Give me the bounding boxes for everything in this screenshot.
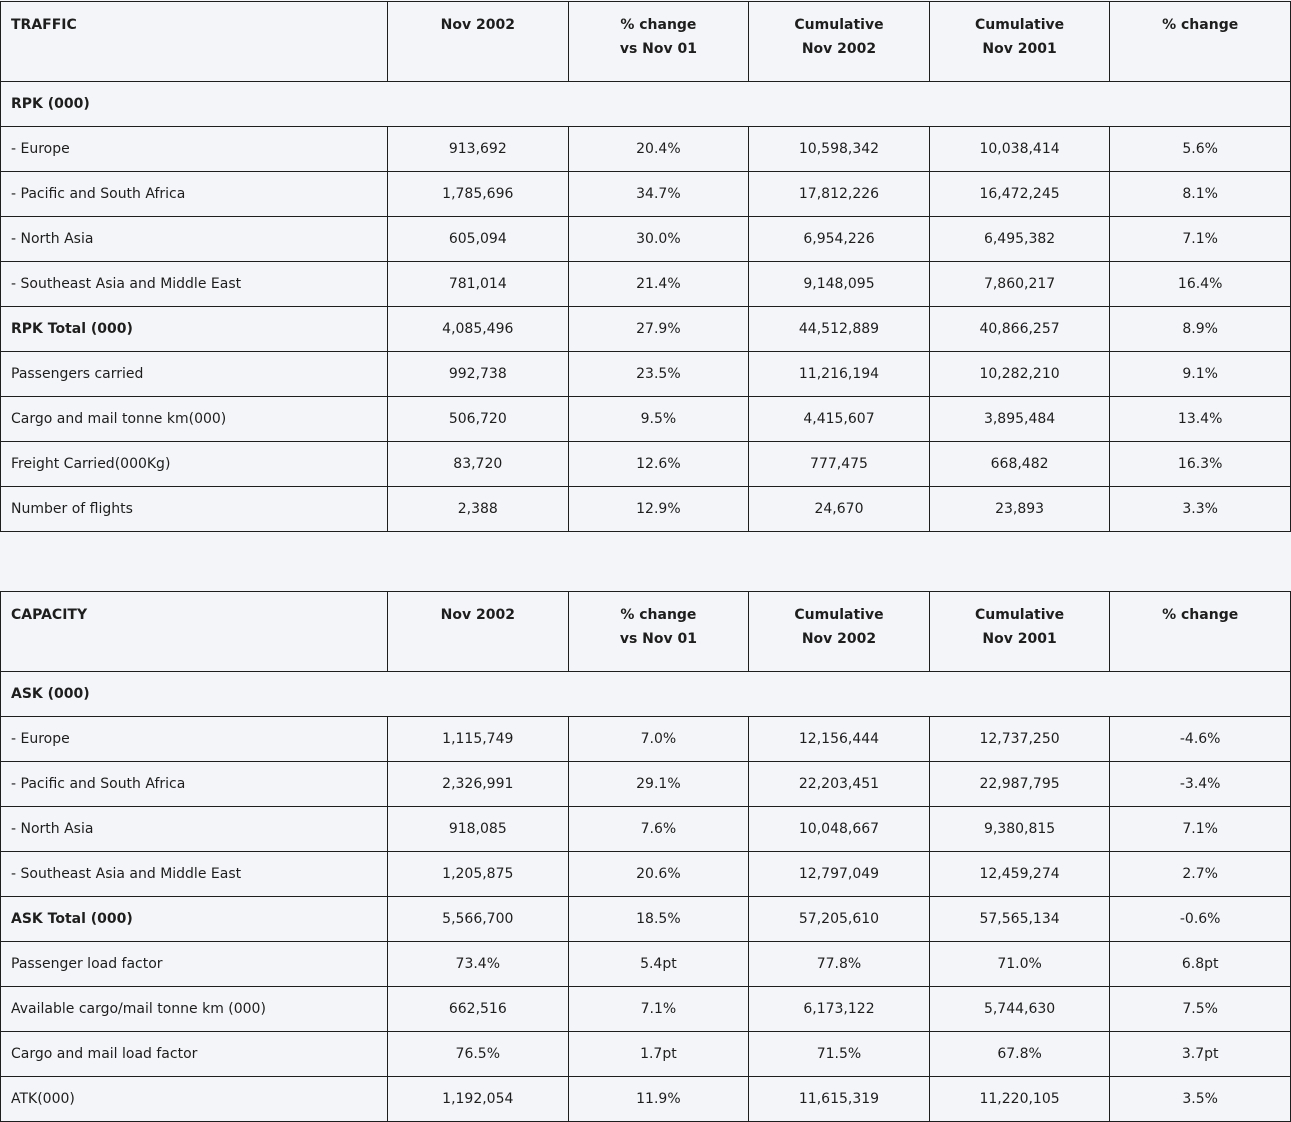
- cell-change-vs-nov-01: 7.1%: [568, 987, 749, 1032]
- table-row: [1, 987, 1291, 1032]
- cell-nov-2002: 605,094: [388, 217, 569, 262]
- table-row: [1, 1077, 1291, 1122]
- cell-cumulative-nov-2001: 11,220,105: [929, 1077, 1110, 1122]
- row-label: Passenger load factor: [1, 942, 388, 987]
- traffic-header-cumulative-nov-2002: [749, 2, 930, 82]
- row-label: Cargo and mail tonne km(000): [1, 397, 388, 442]
- cell-change-cumulative: 7.1%: [1110, 217, 1291, 262]
- cell-cumulative-nov-2002: 17,812,226: [749, 172, 930, 217]
- row-label: - North Asia: [1, 807, 388, 852]
- cell-cumulative-nov-2002: 777,475: [749, 442, 930, 487]
- cell-cumulative-nov-2002: 9,148,095: [749, 262, 930, 307]
- cell-change-vs-nov-01: 27.9%: [568, 307, 749, 352]
- cell-cumulative-nov-2001: 10,282,210: [929, 352, 1110, 397]
- cell-cumulative-nov-2001: 71.0%: [929, 942, 1110, 987]
- cell-cumulative-nov-2002: 10,598,342: [749, 127, 930, 172]
- cell-cumulative-nov-2001: 12,459,274: [929, 852, 1110, 897]
- cell-change-cumulative: 7.1%: [1110, 807, 1291, 852]
- table-row: [1, 217, 1291, 262]
- cell-cumulative-nov-2002: 77.8%: [749, 942, 930, 987]
- cell-cumulative-nov-2002: 11,615,319: [749, 1077, 930, 1122]
- traffic-section-label: RPK (000): [1, 82, 1291, 127]
- cell-cumulative-nov-2001: 57,565,134: [929, 897, 1110, 942]
- capacity-header-line: Cumulative: [975, 607, 1065, 623]
- cell-change-vs-nov-01: 7.6%: [568, 807, 749, 852]
- cell-nov-2002: 913,692: [388, 127, 569, 172]
- cell-nov-2002: 83,720: [388, 442, 569, 487]
- capacity-header-change-cumulative: % change: [1110, 592, 1291, 672]
- cell-cumulative-nov-2001: 5,744,630: [929, 987, 1110, 1032]
- cell-nov-2002: 1,785,696: [388, 172, 569, 217]
- cell-cumulative-nov-2001: 12,737,250: [929, 717, 1110, 762]
- cell-cumulative-nov-2001: 67.8%: [929, 1032, 1110, 1077]
- cell-cumulative-nov-2002: 11,216,194: [749, 352, 930, 397]
- cell-change-vs-nov-01: 12.6%: [568, 442, 749, 487]
- cell-change-cumulative: 6.8pt: [1110, 942, 1291, 987]
- row-label: Available cargo/mail tonne km (000): [1, 987, 388, 1032]
- table-row: [1, 442, 1291, 487]
- traffic-header-change-vs-nov-01: [568, 2, 749, 82]
- cell-cumulative-nov-2001: 3,895,484: [929, 397, 1110, 442]
- cell-change-cumulative: -0.6%: [1110, 897, 1291, 942]
- cell-change-cumulative: 3.7pt: [1110, 1032, 1291, 1077]
- cell-cumulative-nov-2002: 57,205,610: [749, 897, 930, 942]
- cell-nov-2002: 918,085: [388, 807, 569, 852]
- table-row: [1, 1032, 1291, 1077]
- cell-cumulative-nov-2001: 23,893: [929, 487, 1110, 532]
- cell-change-cumulative: 3.3%: [1110, 487, 1291, 532]
- cell-nov-2002: 2,326,991: [388, 762, 569, 807]
- table-row: [1, 852, 1291, 897]
- cell-change-vs-nov-01: 30.0%: [568, 217, 749, 262]
- row-label: ASK Total (000): [1, 897, 388, 942]
- capacity-header-row: [1, 592, 1291, 672]
- row-label: Number of flights: [1, 487, 388, 532]
- cell-change-vs-nov-01: 11.9%: [568, 1077, 749, 1122]
- table-row: [1, 717, 1291, 762]
- table-row: [1, 942, 1291, 987]
- traffic-header-change-cumulative: % change: [1110, 2, 1291, 82]
- cell-cumulative-nov-2001: 6,495,382: [929, 217, 1110, 262]
- cell-cumulative-nov-2002: 12,156,444: [749, 717, 930, 762]
- row-label: - North Asia: [1, 217, 388, 262]
- cell-change-cumulative: 8.1%: [1110, 172, 1291, 217]
- cell-cumulative-nov-2002: 6,173,122: [749, 987, 930, 1032]
- traffic-header-row: [1, 2, 1291, 82]
- capacity-header-line: Nov 2002: [801, 631, 877, 647]
- row-label: Freight Carried(000Kg): [1, 442, 388, 487]
- cell-nov-2002: 1,115,749: [388, 717, 569, 762]
- capacity-header-label: CAPACITY: [1, 592, 388, 672]
- cell-cumulative-nov-2001: 7,860,217: [929, 262, 1110, 307]
- cell-nov-2002: 5,566,700: [388, 897, 569, 942]
- table-row: [1, 897, 1291, 942]
- traffic-header-nov-2002: Nov 2002: [388, 2, 569, 82]
- capacity-header-line: % change: [620, 607, 697, 623]
- cell-change-vs-nov-01: 5.4pt: [568, 942, 749, 987]
- capacity-section-row: [1, 672, 1291, 717]
- table-row: [1, 307, 1291, 352]
- capacity-header-cumulative-nov-2001: [929, 592, 1110, 672]
- row-label: - Europe: [1, 717, 388, 762]
- traffic-table: [0, 1, 1291, 532]
- traffic-header-line: vs Nov 01: [619, 41, 697, 57]
- traffic-header-cumulative-nov-2001: [929, 2, 1110, 82]
- cell-change-vs-nov-01: 34.7%: [568, 172, 749, 217]
- row-label: Cargo and mail load factor: [1, 1032, 388, 1077]
- traffic-header-line: Nov 2002: [801, 41, 877, 57]
- cell-nov-2002: 73.4%: [388, 942, 569, 987]
- cell-cumulative-nov-2002: 12,797,049: [749, 852, 930, 897]
- row-label: Passengers carried: [1, 352, 388, 397]
- cell-nov-2002: 662,516: [388, 987, 569, 1032]
- cell-cumulative-nov-2001: 668,482: [929, 442, 1110, 487]
- capacity-header-nov-2002: Nov 2002: [388, 592, 569, 672]
- cell-change-cumulative: 9.1%: [1110, 352, 1291, 397]
- cell-cumulative-nov-2001: 10,038,414: [929, 127, 1110, 172]
- cell-change-cumulative: -4.6%: [1110, 717, 1291, 762]
- cell-cumulative-nov-2002: 24,670: [749, 487, 930, 532]
- cell-cumulative-nov-2001: 40,866,257: [929, 307, 1110, 352]
- table-row: [1, 172, 1291, 217]
- traffic-header-line: % change: [620, 17, 697, 33]
- cell-change-vs-nov-01: 29.1%: [568, 762, 749, 807]
- cell-nov-2002: 781,014: [388, 262, 569, 307]
- cell-change-cumulative: 3.5%: [1110, 1077, 1291, 1122]
- cell-cumulative-nov-2002: 6,954,226: [749, 217, 930, 262]
- cell-nov-2002: 1,205,875: [388, 852, 569, 897]
- cell-change-cumulative: 7.5%: [1110, 987, 1291, 1032]
- cell-cumulative-nov-2001: 9,380,815: [929, 807, 1110, 852]
- cell-change-cumulative: 16.3%: [1110, 442, 1291, 487]
- table-row: [1, 807, 1291, 852]
- cell-nov-2002: 992,738: [388, 352, 569, 397]
- cell-change-vs-nov-01: 20.6%: [568, 852, 749, 897]
- capacity-header-change-vs-nov-01: [568, 592, 749, 672]
- table-row: [1, 762, 1291, 807]
- cell-cumulative-nov-2002: 22,203,451: [749, 762, 930, 807]
- cell-change-vs-nov-01: 18.5%: [568, 897, 749, 942]
- cell-cumulative-nov-2002: 10,048,667: [749, 807, 930, 852]
- row-label: - Pacific and South Africa: [1, 762, 388, 807]
- cell-nov-2002: 2,388: [388, 487, 569, 532]
- cell-nov-2002: 76.5%: [388, 1032, 569, 1077]
- traffic-header-line: Cumulative: [975, 17, 1065, 33]
- cell-cumulative-nov-2002: 4,415,607: [749, 397, 930, 442]
- cell-change-cumulative: 5.6%: [1110, 127, 1291, 172]
- cell-cumulative-nov-2001: 16,472,245: [929, 172, 1110, 217]
- cell-change-cumulative: 8.9%: [1110, 307, 1291, 352]
- row-label: ATK(000): [1, 1077, 388, 1122]
- row-label: - Southeast Asia and Middle East: [1, 262, 388, 307]
- cell-cumulative-nov-2002: 71.5%: [749, 1032, 930, 1077]
- cell-change-vs-nov-01: 7.0%: [568, 717, 749, 762]
- traffic-header-line: Cumulative: [794, 17, 884, 33]
- cell-nov-2002: 4,085,496: [388, 307, 569, 352]
- traffic-header-line: Nov 2001: [982, 41, 1057, 57]
- capacity-header-line: Cumulative: [794, 607, 884, 623]
- row-label: - Southeast Asia and Middle East: [1, 852, 388, 897]
- cell-change-vs-nov-01: 9.5%: [568, 397, 749, 442]
- table-row: [1, 352, 1291, 397]
- cell-change-vs-nov-01: 1.7pt: [568, 1032, 749, 1077]
- cell-change-cumulative: 16.4%: [1110, 262, 1291, 307]
- cell-nov-2002: 1,192,054: [388, 1077, 569, 1122]
- cell-change-vs-nov-01: 20.4%: [568, 127, 749, 172]
- table-row: [1, 127, 1291, 172]
- row-label: - Europe: [1, 127, 388, 172]
- row-label: - Pacific and South Africa: [1, 172, 388, 217]
- cell-change-vs-nov-01: 23.5%: [568, 352, 749, 397]
- table-row: [1, 487, 1291, 532]
- traffic-header-label: TRAFFIC: [1, 2, 388, 82]
- table-row: [1, 262, 1291, 307]
- cell-cumulative-nov-2001: 22,987,795: [929, 762, 1110, 807]
- cell-change-cumulative: -3.4%: [1110, 762, 1291, 807]
- cell-change-cumulative: 13.4%: [1110, 397, 1291, 442]
- cell-nov-2002: 506,720: [388, 397, 569, 442]
- table-row: [1, 397, 1291, 442]
- capacity-header-cumulative-nov-2002: [749, 592, 930, 672]
- row-label: RPK Total (000): [1, 307, 388, 352]
- capacity-section-label: ASK (000): [1, 672, 1291, 717]
- capacity-header-line: Nov 2001: [982, 631, 1057, 647]
- cell-change-vs-nov-01: 21.4%: [568, 262, 749, 307]
- cell-change-cumulative: 2.7%: [1110, 852, 1291, 897]
- cell-change-vs-nov-01: 12.9%: [568, 487, 749, 532]
- capacity-table: [0, 591, 1291, 1122]
- traffic-section-row: [1, 82, 1291, 127]
- capacity-header-line: vs Nov 01: [619, 631, 697, 647]
- cell-cumulative-nov-2002: 44,512,889: [749, 307, 930, 352]
